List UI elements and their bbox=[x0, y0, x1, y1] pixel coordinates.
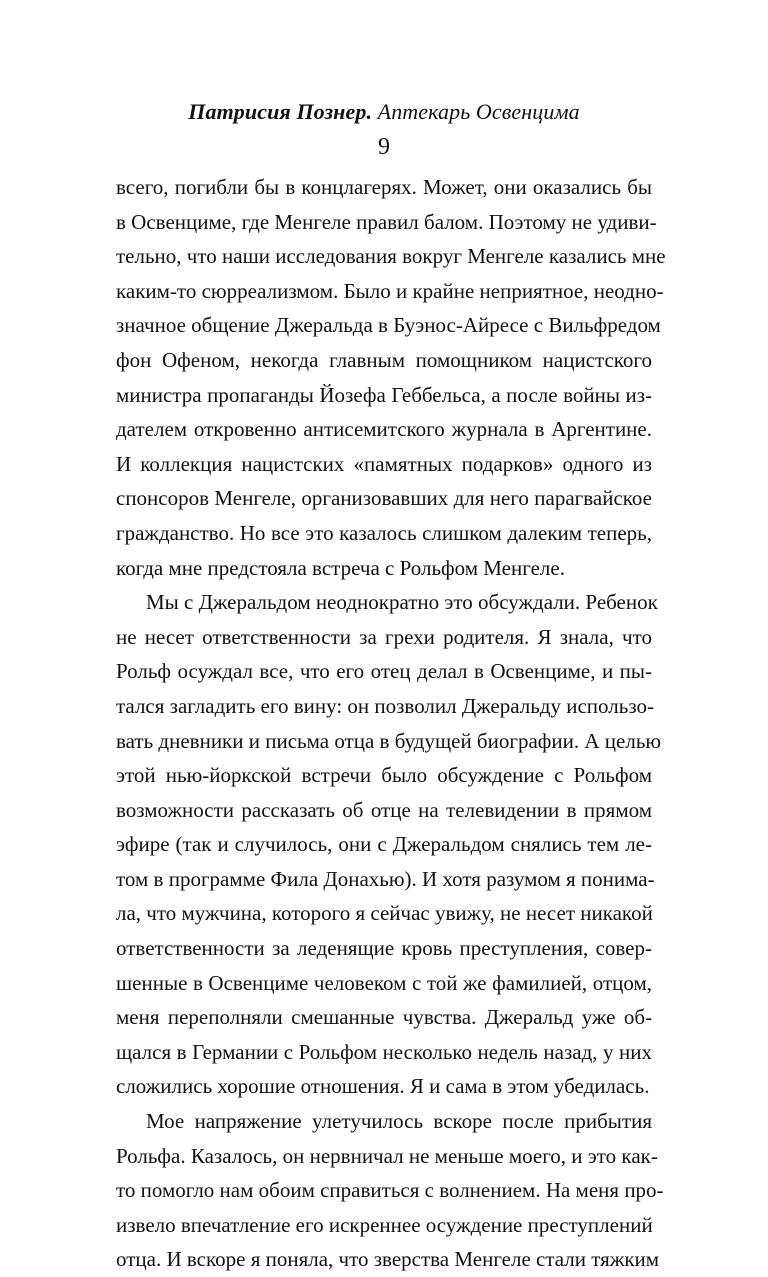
text-line: не несет ответственности за грехи родителя. Я знала, что bbox=[116, 624, 652, 649]
text-line: возможности рассказать об отце на телевидении в прямом bbox=[116, 797, 652, 822]
text-line: когда мне предстояла встреча с Рольфом Менгеле. bbox=[116, 555, 565, 580]
text-line: каким-то сюрреализмом. Было и крайне неприятное, неодно- bbox=[116, 278, 664, 303]
header-author: Патрисия Познер. bbox=[188, 99, 373, 124]
text-line: Мое напряжение улетучилось вскоре после прибытия bbox=[146, 1109, 652, 1134]
text-line: И коллекция нацистских «памятных подарков» одного из bbox=[116, 451, 652, 476]
text-line: этой нью-йоркской встречи было обсуждение с Рольфом bbox=[116, 763, 652, 788]
text-line: Рольфа. Казалось, он нервничал не меньше моего, и это как- bbox=[116, 1143, 658, 1168]
text-line: эфире (так и случилось, они с Джеральдом снялись тем ле- bbox=[116, 832, 652, 857]
text-line: ла, что мужчина, которого я сейчас увижу, не несет никакой bbox=[116, 901, 653, 926]
body-text bbox=[116, 170, 666, 1277]
text-line: извело впечатление его искреннее осуждение преступлений bbox=[116, 1212, 653, 1237]
text-line: Рольф осуждал все, что его отец делал в Освенциме, и пы- bbox=[116, 659, 652, 684]
text-line: сложились хорошие отношения. Я и сама в этом убедилась. bbox=[116, 1074, 650, 1099]
text-line: шенные в Освенциме человеком с той же фамилией, отцом, bbox=[116, 970, 652, 995]
text-line: в Освенциме, где Менгеле правил балом. Поэтому не удиви- bbox=[116, 209, 657, 234]
text-line: том в программе Фила Донахью). И хотя разумом я понима- bbox=[116, 866, 655, 891]
text-line: щался в Германии с Рольфом несколько недель назад, у них bbox=[116, 1039, 652, 1064]
text-line: спонсоров Менгеле, организовавших для него парагвайское bbox=[116, 486, 652, 511]
text-line: всего, погибли бы в концлагерях. Может, они оказались бы bbox=[116, 175, 652, 199]
text-line: тельно, что наши исследования вокруг Менгеле казались мне bbox=[116, 244, 666, 269]
text-line: отца. И вскоре я поняла, что зверства Менгеле стали тяжким bbox=[116, 1247, 660, 1272]
text-line: меня переполняли смешанные чувства. Джеральд уже об- bbox=[116, 1005, 652, 1030]
text-line: Мы с Джеральдом неоднократно это обсуждали. Ребенок bbox=[146, 590, 658, 615]
text-line: фон Офеном, некогда главным помощником нацистского bbox=[116, 347, 652, 372]
text-line: министра пропаганды Йозефа Геббельса, а после войны из- bbox=[116, 382, 652, 407]
running-header bbox=[0, 96, 768, 128]
text-line: гражданство. Но все это казалось слишком далеким теперь, bbox=[116, 520, 652, 545]
text-line: дателем откровенно антисемитского журнала в Аргентине. bbox=[116, 417, 652, 442]
text-line: значное общение Джеральда в Буэнос-Айресе с Вильфредом bbox=[116, 313, 661, 338]
text-line: то помогло нам обоим справиться с волнением. На меня про- bbox=[116, 1178, 664, 1203]
text-line: тался загладить его вину: он позволил Джеральду использо- bbox=[116, 693, 654, 718]
text-line: ответственности за леденящие кровь преступления, совер- bbox=[116, 936, 652, 961]
header-book-title: Аптекарь Освенцима bbox=[377, 99, 580, 124]
text-line: вать дневники и письма отца в будущей биографии. А целью bbox=[116, 728, 662, 753]
page-number: 9 bbox=[378, 134, 390, 160]
